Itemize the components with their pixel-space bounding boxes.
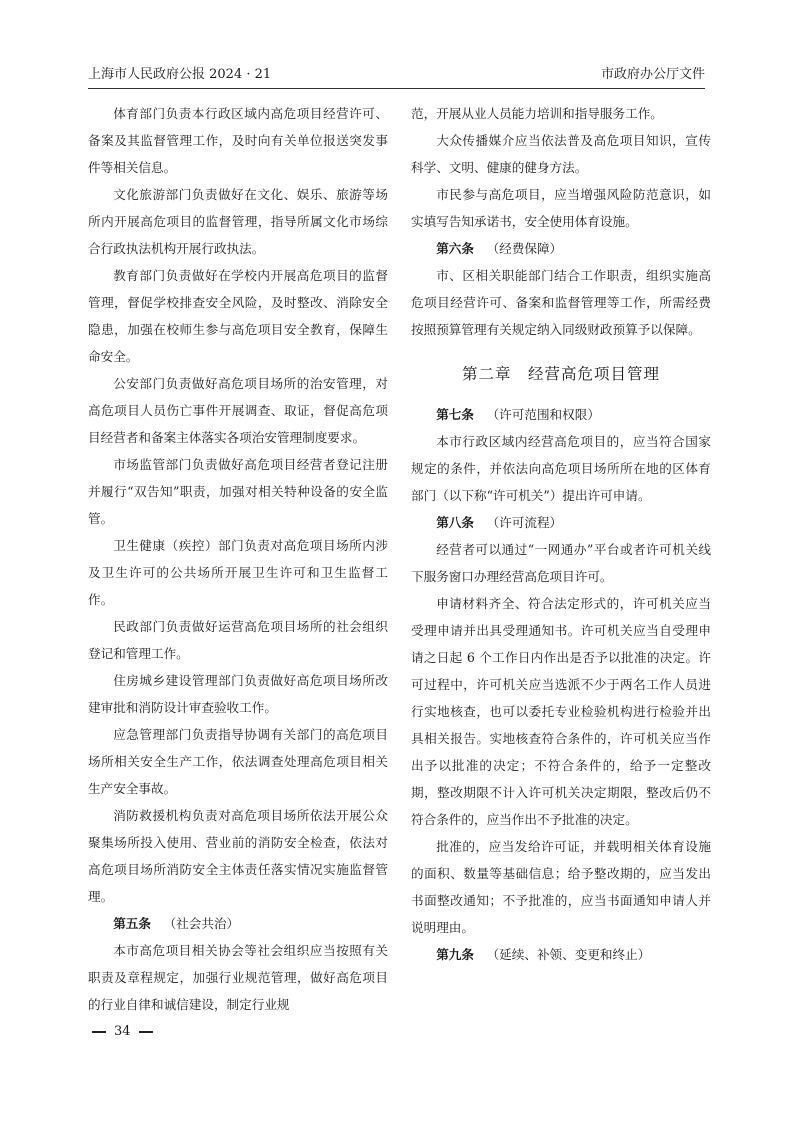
paragraph-continuation: 范，开展从业人员能力培训和指导服务工作。 [411, 106, 663, 121]
article-9-title: （延续、补领、变更和终止） [486, 947, 651, 962]
article-9-label: 第九条 [436, 947, 474, 962]
article-7-label: 第七条 [436, 407, 474, 422]
article-6-label: 第六条 [436, 241, 474, 256]
chapter-2-title: 第二章 经营高危项目管理 [461, 365, 660, 383]
article-5-label: 第五条 [113, 916, 151, 931]
article-5-title: （社会共治） [163, 916, 240, 931]
article-8-heading [411, 509, 711, 536]
article-8-title: （许可流程） [486, 515, 563, 530]
article-9-heading [411, 941, 711, 968]
paragraph-media: 大众传播媒介应当依法普及高危项目知识，宣传科学、文明、健康的健身方法。 [411, 133, 711, 175]
page-footer [92, 1024, 153, 1039]
article-8-label: 第八条 [436, 515, 474, 530]
article-8-paragraph-2: 申请材料齐全、符合法定形式的，许可机关应当受理申请并出具受理通知书。许可机关应当自受理申请之日起 6 个工作日内作出是否予以批准的决定。许可过程中，许可机关应当选派不少于两名工作人员进行实地核查，也可以委托专业检验机构进行检验并出具相关报告。实地核查符合条件的，许可机关应当作出予以批准的决定；不符合条件的，给予一定整改期，整改期限不计入许可机关决定期限，整改后仍不符合条件的，应当作出不予批准的决定。 [411, 596, 711, 827]
paragraph-public-security-dept: 公安部门负责做好高危项目场所的治安管理，对高危项目人员伤亡事件开展调查、取证，督促高危项目经营者和备案主体落实各项治安管理制度要求。 [88, 376, 388, 445]
footer-dash-left [92, 1031, 106, 1033]
paragraph-health-dept: 卫生健康（疾控）部门负责对高危项目场所内涉及卫生许可的公共场所开展卫生许可和卫生监督工作。 [88, 538, 388, 607]
paragraph-education-dept: 教育部门负责做好在学校内开展高危项目的监督管理，督促学校排查安全风险，及时整改、消除安全隐患，加强在校师生参与高危项目安全教育，保障生命安全。 [88, 268, 388, 364]
page-number: 34 [114, 1024, 131, 1039]
article-6-title: （经费保障） [486, 241, 563, 256]
footer-dash-right [139, 1031, 153, 1033]
header-publication-title: 上海市人民政府公报 2024 · 21 [88, 67, 272, 82]
article-5-heading [88, 910, 388, 937]
article-7-heading [411, 401, 711, 428]
article-8-paragraph-1: 经营者可以通过“一网通办”平台或者许可机关线下服务窗口办理经营高危项目许可。 [411, 542, 711, 584]
paragraph-civil-affairs-dept: 民政部门负责做好运营高危项目场所的社会组织登记和管理工作。 [88, 619, 388, 661]
right-column [411, 100, 711, 968]
article-6-heading [411, 235, 711, 262]
header-section-title: 市政府办公厅文件 [600, 67, 705, 82]
left-column [88, 100, 388, 1018]
paragraph-fire-rescue: 消防救援机构负责对高危项目场所依法开展公众聚集场所投入使用、营业前的消防安全检查，依法对高危项目场所消防安全主体责任落实情况实施监督管理。 [88, 808, 388, 904]
article-7-title: （许可范围和权限） [486, 407, 600, 422]
paragraph-housing-construction-dept: 住房城乡建设管理部门负责做好高危项目场所改建审批和消防设计审查验收工作。 [88, 673, 388, 715]
paragraph-citizens: 市民参与高危项目，应当增强风险防范意识，如实填写告知承诺书，安全使用体育设施。 [411, 187, 711, 229]
article-8-paragraph-3: 批准的，应当发给许可证，并载明相关体育设施的面积、数量等基础信息；给予整改期的，应当发出书面整改通知；不予批准的，应当书面通知申请人并说明理由。 [411, 839, 711, 935]
paragraph-culture-tourism-dept: 文化旅游部门负责做好在文化、娱乐、旅游等场所内开展高危项目的监督管理，指导所属文化市场综合行政执法机构开展行政执法。 [88, 187, 388, 256]
paragraph-sports-dept: 体育部门负责本行政区域内高危项目经营许可、备案及其监督管理工作，及时向有关单位报送突发事件等相关信息。 [88, 106, 388, 175]
paragraph-market-regulation-dept: 市场监管部门负责做好高危项目经营者登记注册并履行“双告知”职责，加强对相关特种设备的安全监管。 [88, 457, 388, 526]
article-7-text: 本市行政区域内经营高危项目的，应当符合国家规定的条件，并依法向高危项目场所所在地的区体育部门（以下称“许可机关”）提出许可申请。 [411, 434, 711, 503]
article-5-text: 本市高危项目相关协会等社会组织应当按照有关职责及章程规定，加强行业规范管理，做好高危项目的行业自律和诚信建设，制定行业规 [88, 943, 388, 1012]
article-6-text: 市、区相关职能部门结合工作职责，组织实施高危项目经营许可、备案和监督管理等工作，所需经费按照预算管理有关规定纳入同级财政预算予以保障。 [411, 268, 711, 337]
header-rule [88, 88, 705, 89]
paragraph-emergency-management-dept: 应急管理部门负责指导协调有关部门的高危项目场所相关安全生产工作，依法调查处理高危项目相关生产安全事故。 [88, 727, 388, 796]
